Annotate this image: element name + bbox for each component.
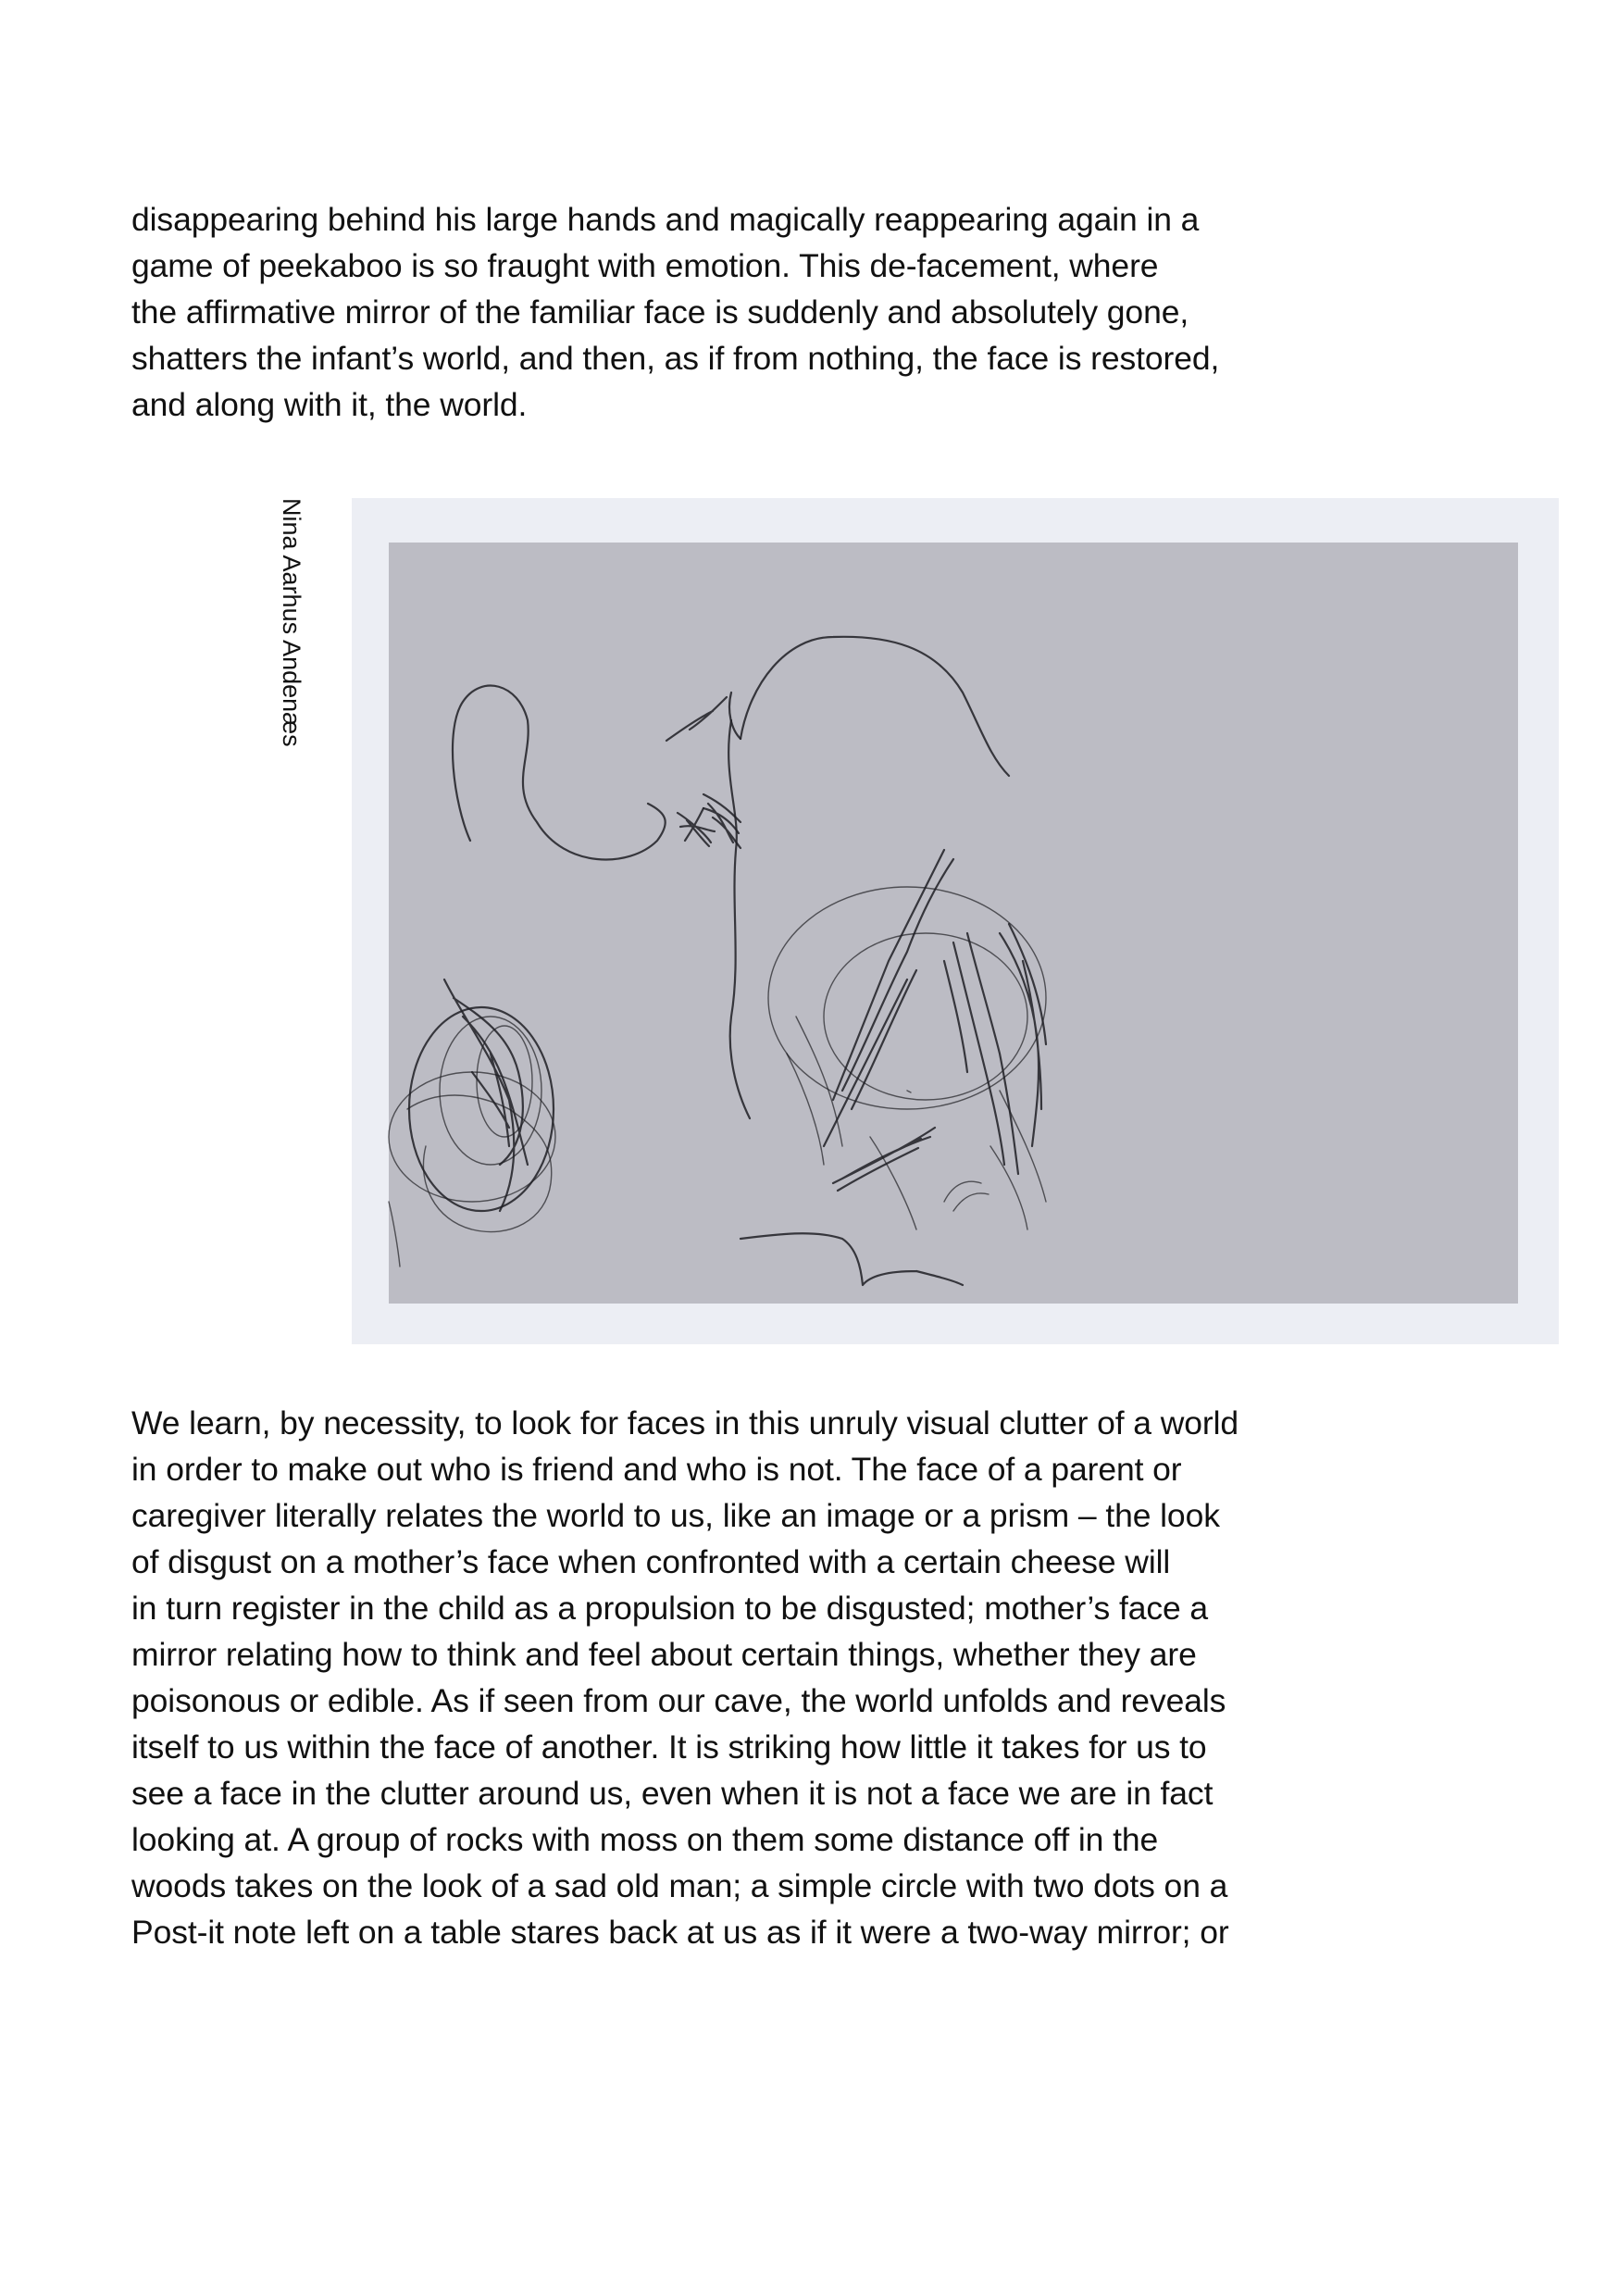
scribble-stroke xyxy=(389,1202,400,1267)
scribble-stroke xyxy=(741,637,1009,776)
text-line: see a face in the clutter around us, even when it is not a face we are in fact xyxy=(131,1775,1214,1812)
text-line: game of peekaboo is so fraught with emotion. This de-facement, where xyxy=(131,247,1159,284)
scribble-stroke xyxy=(990,1091,1046,1229)
text-line: and along with it, the world. xyxy=(131,386,528,423)
scribble-stroke xyxy=(944,1181,989,1211)
text-line: We learn, by necessity, to look for faces in this unruly visual clutter of a world xyxy=(131,1404,1239,1441)
text-line: woods takes on the look of a sad old man; a simple circle with two dots on a xyxy=(131,1867,1228,1904)
scribble-stroke xyxy=(944,933,1018,1174)
scribble-stroke xyxy=(678,808,715,846)
scribble-stroke xyxy=(907,1091,911,1092)
text-line: in turn register in the child as a propulsion to be disgusted; mother’s face a xyxy=(131,1590,1209,1627)
scribble-stroke xyxy=(824,850,953,1146)
text-line: disappearing behind his large hands and magically reappearing again in a xyxy=(131,201,1200,238)
text-line: mirror relating how to think and feel about certain things, whether they are xyxy=(131,1636,1197,1673)
text-line: of disgust on a mother’s face when confronted with a certain cheese will xyxy=(131,1543,1171,1580)
child-drawing-image xyxy=(352,498,1559,1344)
body-paragraph-top xyxy=(131,196,1219,428)
text-line: poisonous or edible. As if seen from our cave, the world unfolds and reveals xyxy=(131,1682,1226,1719)
scribble-stroke xyxy=(824,933,1027,1100)
scribble-stroke xyxy=(1000,924,1046,1146)
scribble-stroke xyxy=(440,1017,541,1165)
text-line: in order to make out who is friend and who is not. The face of a parent or xyxy=(131,1451,1182,1488)
scribble-stroke xyxy=(728,720,750,1118)
text-line: caregiver literally relates the world to us, like an image or a prism – the look xyxy=(131,1497,1220,1534)
text-line: shatters the infant’s world, and then, as if from nothing, the face is restored, xyxy=(131,340,1220,377)
scribble-stroke xyxy=(741,1233,963,1285)
text-line: looking at. A group of rocks with moss on them some distance off in the xyxy=(131,1821,1159,1858)
text-line: Post-it note left on a table stares back at us as if it were a two-way mirror; or xyxy=(131,1914,1229,1951)
scribble-stroke xyxy=(787,1017,916,1229)
scribble-drawing xyxy=(352,498,1559,1344)
text-line: itself to us within the face of another. It is striking how little it takes for us to xyxy=(131,1728,1207,1766)
scribble-stroke xyxy=(453,686,666,860)
text-line: the affirmative mirror of the familiar face is suddenly and absolutely gone, xyxy=(131,293,1189,331)
figure-caption: Nina Aarhus Andenæs xyxy=(278,498,305,747)
body-paragraph-bottom xyxy=(131,1400,1238,1955)
